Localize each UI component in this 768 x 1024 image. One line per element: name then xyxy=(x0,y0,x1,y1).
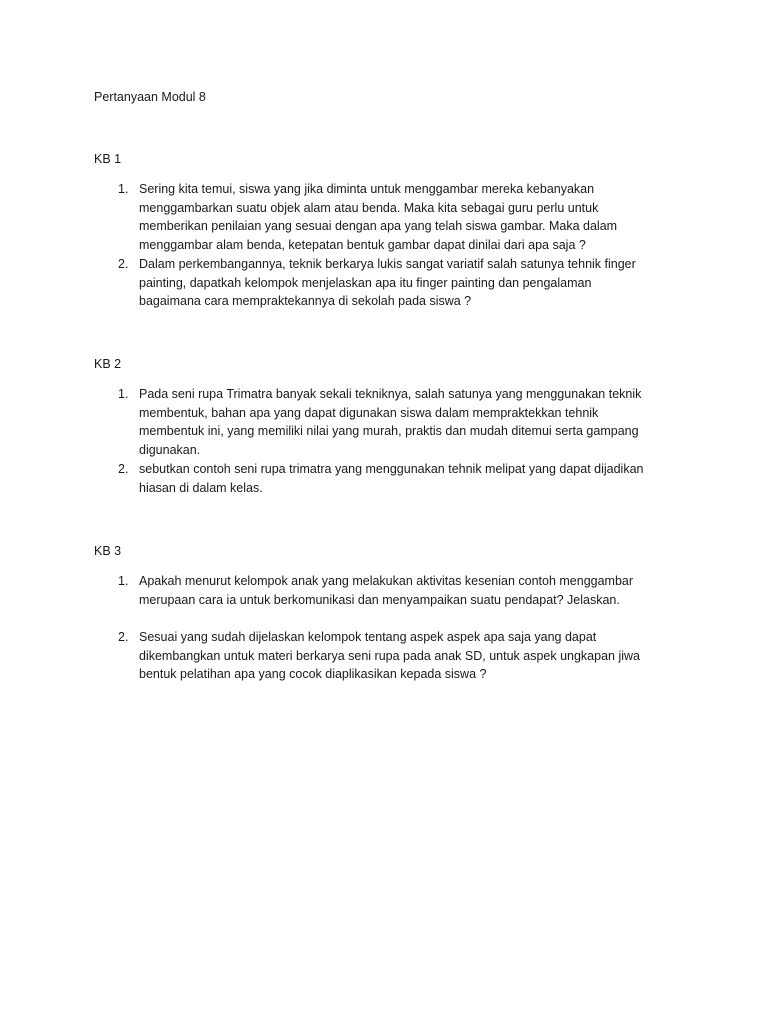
question-text: sebutkan contoh seni rupa trimatra yang menggunakan tehnik melipat yang dapat dijadikan hiasan di dalam kelas. xyxy=(139,462,644,495)
question-text: Apakah menurut kelompok anak yang melakukan aktivitas kesenian contoh menggambar merupaan cara ia untuk berkomunikasi dan menyampaikan suatu pendapat? Jelaskan. xyxy=(139,574,634,607)
question-text: Pada seni rupa Trimatra banyak sekali tekniknya, salah satunya yang menggunakan teknik membentuk, bahan apa yang dapat digunakan siswa dalam mempraktekkan tehnik membentuk ini, yang memiliki nilai yang murah, praktis dan mudah ditemui serta gampang digunakan. xyxy=(139,387,642,458)
kb2-question-1 xyxy=(118,385,678,460)
kb1-question-2 xyxy=(118,255,678,311)
section-heading-kb2: KB 2 xyxy=(94,357,122,371)
kb3-question-2 xyxy=(118,628,678,684)
question-number: 1. xyxy=(118,574,129,588)
kb3-question-1 xyxy=(118,572,678,609)
kb1-question-1 xyxy=(118,180,678,255)
section-heading-kb3: KB 3 xyxy=(94,544,122,558)
question-number: 2. xyxy=(118,257,129,271)
question-text: Sesuai yang sudah dijelaskan kelompok tentang aspek aspek apa saja yang dapat dikembangkan untuk materi berkarya seni rupa pada anak SD, untuk aspek ungkapan jiwa bentuk pelatihan apa yang cocok diaplikasikan kepada siswa ? xyxy=(139,630,641,682)
question-number: 2. xyxy=(118,630,129,644)
question-text: Sering kita temui, siswa yang jika diminta untuk menggambar mereka kebanyakan menggambarkan suatu objek alam atau benda. Maka kita sebagai guru perlu untuk memberikan penilaian yang sesuai dengan apa yang telah siswa gambar. Maka dalam menggambar alam benda, ketepatan bentuk gambar dapat dinilai dari apa saja ? xyxy=(139,182,618,253)
section-heading-kb1: KB 1 xyxy=(94,152,122,166)
question-number: 2. xyxy=(118,462,129,476)
document-title: Pertanyaan Modul 8 xyxy=(94,90,206,104)
kb2-question-2 xyxy=(118,460,678,497)
question-text: Dalam perkembangannya, teknik berkarya lukis sangat variatif salah satunya tehnik finger painting, dapatkah kelompok menjelaskan apa itu finger painting dan pengalaman bagaimana cara mempraktekannya di sekolah pada siswa ? xyxy=(139,257,636,309)
question-number: 1. xyxy=(118,182,129,196)
question-number: 1. xyxy=(118,387,129,401)
